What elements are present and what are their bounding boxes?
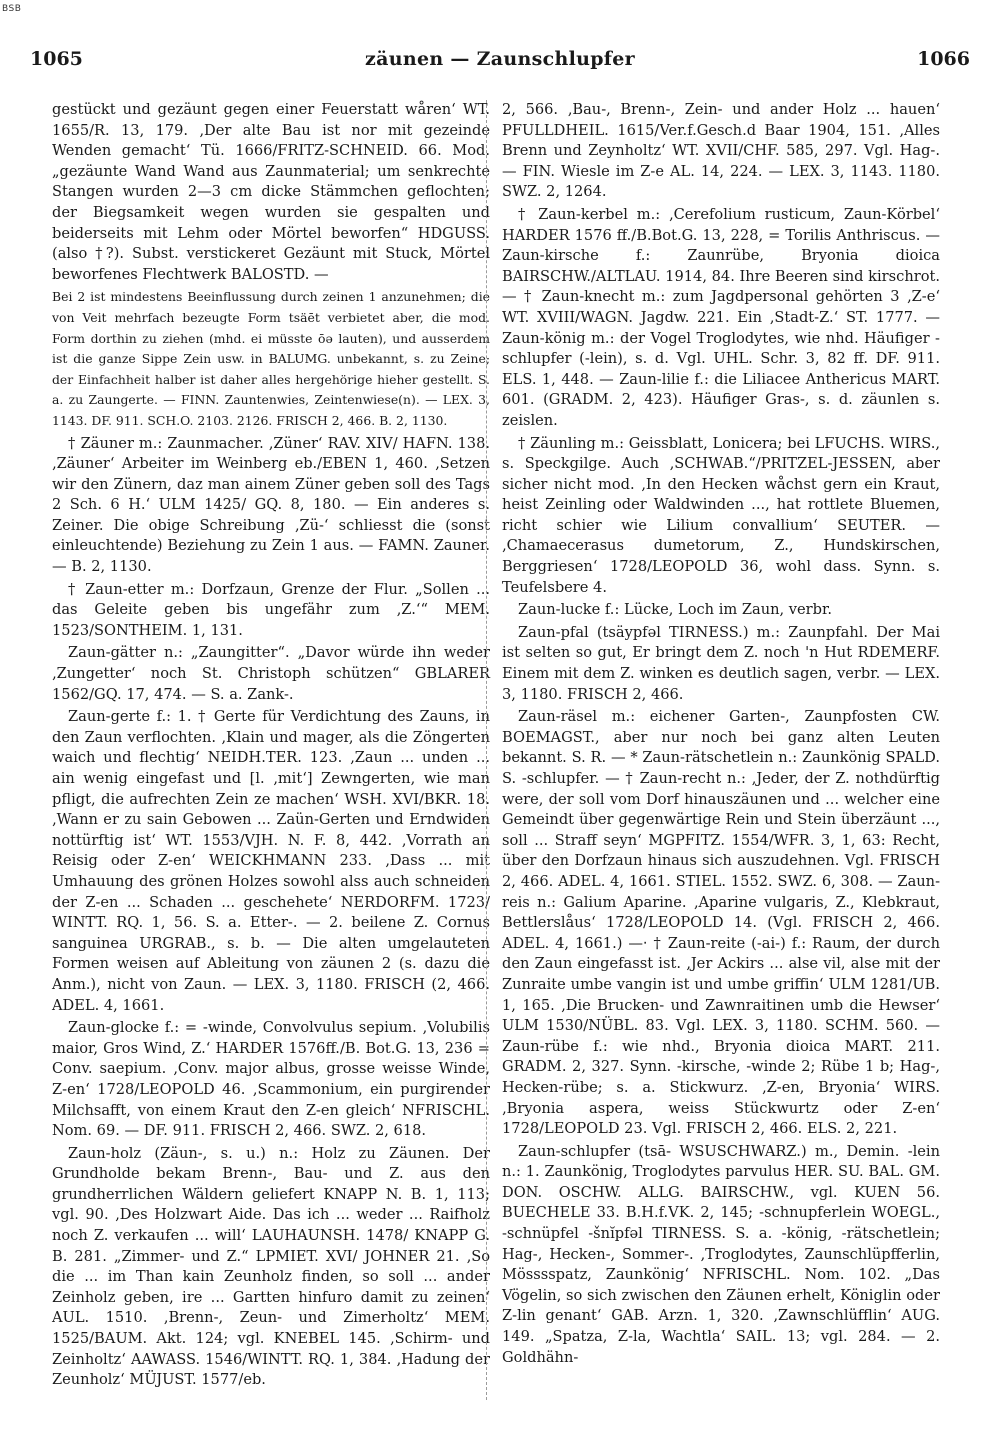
page-number-right: 1066 [917, 48, 970, 70]
entry-paragraph: gestückt und gezäunt gegen einer Feuerstatt wåren‘ WT. 1655/R. 13, 179. ‚Der alte Bau ist nor mit gezeinde Wenden gemacht‘ Tü. 1666/FRITZ-SCHNEID. 66. Mod. „gezäunte Wand Wand aus Zaunmaterial; um senkrechte Stangen wurden 2—3 cm dicke Stämmchen geflochten; der Biegsamkeit wegen wurden sie gespalten und beiderseits mit Lehm oder Mörtel beworfen“ HDGUSS. (also †?). Subst. verstickeret Gezäunt mit Stuck, Mörtel beworfenes Flechtwerk BALOSTD. — [52, 101, 490, 283]
entry-paragraph: † Zäuner m.: Zaunmacher. ‚Züner‘ RAV. XIV/ HAFN. 138. ‚Zäuner‘ Arbeiter im Weinberg eb./EBEN 1, 460. ‚Setzen wir den Zünern, daz man ainem Züner geben soll des Tags 2 Sch. 6 H.‘ ULM 1425/ GQ. 8, 180. — Ein anderes s. Zeiner. Die obige Schreibung ‚Zü-‘ schliesst die (sonst einleuchtende) Beziehung zu Zein 1 aus. — FAMN. Zauner. — B. 2, 1130. [52, 434, 490, 576]
entry-paragraph: Zaun-räsel m.: eichener Garten-, Zaunpfosten CW. BOEMAGST., aber nur noch bei ganz alten Leuten bekannt. S. R. — * Zaun-rätschetlein n.: Zaunkönig SPALD. S. -schlupfer. — † Zaun-recht n.: ‚Jeder, der Z. nothdürftig were, der soll vom Dorf hinauszäunen und ... welcher eine Gemeindt über gegenwärtige Rein und Stein überzäunt ..., soll ... Straff seyn‘ MGPFITZ. 1554/WFR. 3, 1, 63: Recht, über den Dorfzaun hinaus sich auszudehnen. Vgl. FRISCH 2, 466. ADEL. 4, 1661. STIEL. 1552. SWZ. 6, 308. — Zaun-reis n.: Galium Aparine. ‚Aparine vulgaris, Z., Klebkraut, Bettlerslåus‘ 1728/LEOPOLD 14. (Vgl. FRISCH 2, 466. ADEL. 4, 1661.) —‧ † Zaun-reite (-ai-) f.: Raum, der durch den Zaun eingefasst ist. ‚Jer Ackirs ... alse vil, alse mit der Zunraite umbe vangin ist und umbe griffin‘ ULM 1281/UB. 1, 165. ‚Die Brucken- und Zawnraitinen umb die Hewser‘ ULM 1530/NÜBL. 83. Vgl. LEX. 3, 1180. SCHM. 560. — Zaun-rübe f.: wie nhd., Bryonia dioica MART. 211. GRADM. 2, 327. Synn. -kirsche, -winde 2; Rübe 1 b; Hag-, Hecken-rübe; s. a. Stickwurz. ‚Z-en, Bryonia‘ WIRS. ‚Bryonia aspera, weiss Stückwurtz oder Z-en‘ 1728/LEOPOLD 23. Vgl. FRISCH 2, 466. ELS. 2, 221. [502, 708, 940, 1138]
entry-paragraph: † Zaun-etter m.: Dorfzaun, Grenze der Flur. „Sollen ... das Geleite geben bis ungefähr zum ‚Z.‘“ MEM. 1523/SONTHEIM. 1, 131. [52, 580, 490, 639]
library-stamp: BSB [2, 4, 22, 14]
entry-paragraph: Zaun-schlupfer (tsā- WSUSCHWARZ.) m., Demin. -lein n.: 1. Zaunkönig, Troglodytes parvulus HER. SU. BAL. GM. DON. OSCHW. ALLG. BAIRSCHW., vgl. KUEN 56. BUECHELE 33. B.H.f.VK. 2, 145; -schnupferlein WOEGL., -schnüpfel -šnĭpfəl TIRNESS. S. a. -könig, -rätschetlein; Hag-, Hecken-, Sommer-. ‚Troglodytes, Zaunschlüpfferlin, Mösssspatz, Zaunkönig‘ NFRISCHL. Nom. 102. „Das Vögelin, so sich zwischen den Zäunen erhelt, Königlin oder Z-lin genant‘ GAB. Arzn. 1, 320. ‚Zawnschlüfflin‘ AUG. 149. „Spatza, Z-la, Wachtla‘ SAIL. 13; vgl. 284. — 2. Goldhähn- [502, 1142, 940, 1366]
column-divider [486, 100, 487, 1400]
entry-paragraph: Zaun-gätter n.: „Zaungitter“. „Davor würde ihn weder ‚Zungetter‘ noch St. Christoph schützen“ GBLARER 1562/GQ. 17, 474. — S. a. Zank-. [52, 644, 490, 703]
entry-paragraph: Zaun-glocke f.: = -winde, Convolvulus sepium. ‚Volubilis maior, Gros Wind, Z.‘ HARDER 1576ff./B. Bot.G. 13, 236 = Conv. saepium. ‚Conv. major albus, grosse weisse Winde, Z-en‘ 1728/LEOPOLD 46. ‚Scammonium, ein purgirender Milchsafft, von einem Kraut den Z-en gleich‘ NFRISCHL. Nom. 69. — DF. 911. FRISCH 2, 466. SWZ. 2, 618. [52, 1019, 490, 1140]
entry-paragraph: Zaun-pfal (tsäypfəl TIRNESS.) m.: Zaunpfahl. Der Mai ist selten so gut, Er bringt dem Z. noch 'n Hut RDEMERF. Einem mit dem Z. winken es deutlich sagen, verbr. — LEX. 3, 1180. FRISCH 2, 466. [502, 623, 940, 703]
entry-paragraph: Zaun-lucke f.: Lücke, Loch im Zaun, verbr. [518, 601, 832, 619]
right-column [502, 100, 940, 1370]
entry-paragraph: Zaun-gerte f.: 1. † Gerte für Verdichtung des Zauns, in den Zaun verflochten. ‚Klain und mager, als die Zöngerten waich und flechtig‘ NEIDH.TER. 123. ‚Zaun ... unden ... ain wenig eingefast und [l. ‚mit‘] Zewngerten, wie man pfligt, die aufrechten Zein ze machen‘ WSH. XVI/BKR. 18. ‚Wann er zu sain Gebowen ... Zaün-Gerten und Erndwiden nottürftig ist‘ WT. 1553/VJH. N. F. 8, 442. ‚Vorrath an Reisig oder Z-en‘ WEICKHMANN 233. ‚Dass ... mit Umhauung des grönen Holzes sowohl alss auch schneiden der Z-en ... Schaden ... geschehete‘ NERDORFM. 1723/ WINTT. RQ. 1, 56. S. a. Etter-. — 2. beilene Z. Cornus sanguinea URGRAB., s. b. — Die alten umgelauteten Formen weisen auf Ableitung von zäunen 2 (s. dazu die Anm.), nicht von Zaun. — LEX. 3, 1180. FRISCH (2, 466. ADEL. 4, 1661. [52, 708, 490, 1014]
entry-paragraph: † Zaun-kerbel m.: ‚Cerefolium rusticum, Zaun-Körbel‘ HARDER 1576 ff./B.Bot.G. 13, 228, = Torilis Anthriscus. — Zaun-kirsche f.: Zaunrübe, Bryonia dioica BAIRSCHW./ALTLAU. 1914, 84. Ihre Beeren sind kirschrot. — † Zaun-knecht m.: zum Jagdpersonal gehörten 3 ‚Z-e‘ WT. XVIII/WAGN. Jagdw. 221. Ein ‚Stadt-Z.‘ ST. 1777. — Zaun-könig m.: der Vogel Troglodytes, wie nhd. Häufiger -schlupfer (-lein), s. d. Vgl. UHL. Schr. 3, 82 ff. DF. 911. ELS. 1, 448. — Zaun-lilie f.: die Liliacee Anthericus MART. 601. (GRADM. 2, 423). Häufiger Gras-, s. d. zäunlen s. zeislen. [502, 205, 940, 429]
running-head: zäunen — Zaunschlupfer [365, 48, 635, 70]
page-header [30, 48, 970, 78]
entry-paragraph: Zaun-holz (Zäun-, s. u.) n.: Holz zu Zäunen. Der Grundholde bekam Brenn-, Bau- und Z. aus den grundherrlichen Wäldern geliefert KNAPP N. B. 1, 113; vgl. 90. ‚Des Holzwart Aide. Das ich ... weder ... Raifholz noch Z. verkaufen ... will‘ LAUHAUNSH. 1478/ KNAPP G. B. 281. „Zimmer- und Z.“ LPMIET. XVI/ JOHNER 21. ‚So die ... im Than kain Zeunholz finden, so soll ... ander Zeinholz geben, ire ... Gartten hinfuro damit zu zeinen‘ AUL. 1510. ‚Brenn-, Zeun- und Zimerholtz‘ MEM. 1525/BAUM. Akt. 124; vgl. KNEBEL 145. ‚Schirm- und Zeinholtz‘ AAWASS. 1546/WINTT. RQ. 1, 384. ‚Hadung der Zeunholz‘ MÜJUST. 1577/eb. [52, 1144, 490, 1389]
entry-paragraph: 2, 566. ‚Bau-, Brenn-, Zein- und ander Holz ... hauen‘ PFULLDHEIL. 1615/Ver.f.Gesch.d Baar 1904, 151. ‚Alles Brenn und Zeynholtz‘ WT. XVII/CHF. 585, 297. Vgl. Hag-. — FIN. Wiesle im Z-e AL. 14, 224. — LEX. 3, 1143. 1180. SWZ. 2, 1264. [502, 101, 940, 201]
left-column [52, 100, 490, 1393]
page-number-left: 1065 [30, 48, 83, 70]
note-paragraph: Bei 2 ist mindestens Beeinflussung durch zeinen 1 anzunehmen; die von Veit mehrfach bezeugte Form tsäēt verbietet aber, die mod. Form dorthin zu ziehen (mhd. ei müsste ōə lauten), und ausserdem ist die ganze Sippe Zein usw. in BALUMG. unbekannt, s. zu Zeine; der Einfachheit halber ist daher alles hergehörige hieher gestellt. S. a. zu Zaungerte. — FINN. Zauntenwies, Zeintenwiese(n). — LEX. 3, 1143. DF. 911. SCH.O. 2103. 2126. FRISCH 2, 466. B. 2, 1130. [52, 289, 490, 428]
entry-paragraph: † Zäunling m.: Geissblatt, Lonicera; bei LFUCHS. WIRS., s. Speckgilge. Auch ‚SCHWAB.“/PRITZEL-JESSEN, aber sicher nicht mod. ‚In den Hecken wåchst gern ein Kraut, heist Zeinling oder Waldwinden ..., hat rottlete Bluemen, richt schier wie Lilium convallium‘ SEUTER. — ‚Chamaecerasus dumetorum, Z., Hundskirschen, Berggriesen‘ 1728/LEOPOLD 36, wohl dass. Synn. s. Teufelsbere 4. [502, 434, 940, 596]
